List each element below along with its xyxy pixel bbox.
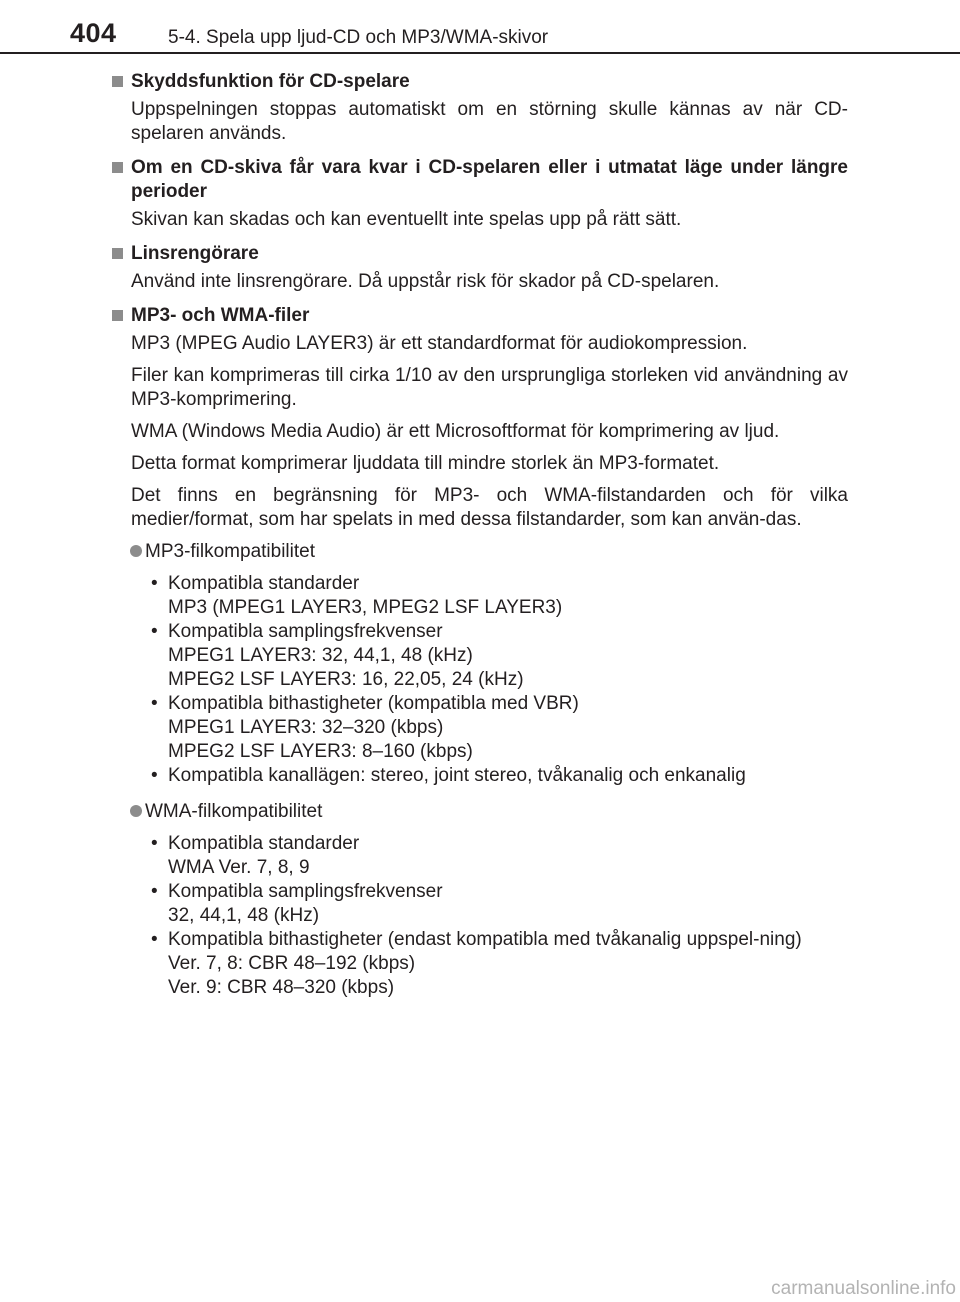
list-item-line: MPEG2 LSF LAYER3: 16, 22,05, 24 (kHz): [168, 669, 524, 690]
paragraph: Det finns en begränsning för MP3- och WMA-filstandarden och för vilka medier/format, som har spelats in med dessa filstandarder, som kan använ-das.: [131, 485, 848, 530]
square-bullet-icon: [112, 76, 123, 87]
list-item-line: • Kompatibla standarder: [168, 573, 360, 594]
list-item-line: Ver. 9: CBR 48–320 (kbps): [168, 977, 395, 998]
subsection-title: [111, 540, 848, 564]
watermark: carmanualsonline.info: [771, 1278, 956, 1299]
list-item: [167, 880, 848, 928]
list-item-line: MPEG2 LSF LAYER3: 8–160 (kbps): [168, 741, 473, 762]
circle-bullet-icon: [130, 805, 142, 817]
paragraph: MP3 (MPEG Audio LAYER3) är ett standardformat för audiokompression.: [131, 333, 748, 354]
square-bullet-icon: [112, 248, 123, 259]
list-item-line: MPEG1 LAYER3: 32–320 (kbps): [168, 717, 444, 738]
section-title: [111, 242, 848, 266]
list-item: [167, 764, 848, 788]
list-item-line: MPEG1 LAYER3: 32, 44,1, 48 (kHz): [168, 645, 473, 666]
list-item: [167, 692, 848, 764]
section-title: [111, 70, 848, 94]
section-title-text: Skyddsfunktion för CD-spelare: [131, 71, 410, 92]
square-bullet-icon: [112, 162, 123, 173]
list-item-line: WMA Ver. 7, 8, 9: [168, 857, 310, 878]
section-cd-protection: [111, 70, 848, 146]
paragraph: Detta format komprimerar ljuddata till mindre storlek än MP3-formatet.: [131, 453, 720, 474]
section-lens-cleaner: [111, 242, 848, 294]
list-item-line: 32, 44,1, 48 (kHz): [168, 905, 320, 926]
chapter-title: 5-4. Spela upp ljud-CD och MP3/WMA-skivor: [168, 27, 549, 48]
page-header: [0, 0, 960, 52]
square-bullet-icon: [112, 310, 123, 321]
list-item: [167, 620, 848, 692]
list-item: [167, 832, 848, 880]
section-disc-left-in-player: [111, 156, 848, 232]
paragraph: Uppspelningen stoppas automatiskt om en störning skulle kännas av när CD-spelaren används.: [131, 99, 848, 144]
page-content: [111, 70, 848, 1012]
section-title-text: Om en CD-skiva får vara kvar i CD-spelaren eller i utmatat läge under längre perioder: [131, 157, 848, 202]
wma-compatibility: [111, 800, 848, 1000]
list-item: [167, 928, 848, 1000]
mp3-spec-list: [111, 572, 848, 788]
list-item-line: • Kompatibla bithastigheter (kompatibla med VBR): [168, 693, 579, 714]
section-title: [111, 156, 848, 204]
circle-bullet-icon: [130, 545, 142, 557]
section-title: [111, 304, 848, 328]
list-item-line: Ver. 7, 8: CBR 48–192 (kbps): [168, 953, 416, 974]
list-item: [167, 572, 848, 620]
list-item-line: MP3 (MPEG1 LAYER3, MPEG2 LSF LAYER3): [168, 597, 563, 618]
list-item-line: • Kompatibla standarder: [168, 833, 360, 854]
paragraph: WMA (Windows Media Audio) är ett Microsoftformat för komprimering av ljud.: [131, 421, 780, 442]
page-number: 404: [70, 18, 117, 48]
list-item-line: • Kompatibla bithastigheter (endast kompatibla med tvåkanalig uppspel-ning): [168, 929, 802, 950]
subsection-title-text: WMA-filkompatibilitet: [145, 801, 323, 822]
subsection-title-text: MP3-filkompatibilitet: [145, 541, 315, 562]
header-rule: [0, 52, 960, 54]
list-item-line: • Kompatibla samplingsfrekvenser: [168, 881, 443, 902]
paragraph: Skivan kan skadas och kan eventuellt inte spelas upp på rätt sätt.: [131, 209, 682, 230]
list-item-line: • Kompatibla samplingsfrekvenser: [168, 621, 443, 642]
section-mp3-wma-files: [111, 304, 848, 1000]
section-title-text: MP3- och WMA-filer: [131, 305, 310, 326]
subsection-title: [111, 800, 848, 824]
paragraph: Använd inte linsrengörare. Då uppstår risk för skador på CD-spelaren.: [131, 271, 720, 292]
mp3-compatibility: [111, 540, 848, 788]
section-title-text: Linsrengörare: [131, 243, 259, 264]
paragraph: Filer kan komprimeras till cirka 1/10 av den ursprungliga storleken vid användning av MP3-komprimering.: [131, 365, 848, 410]
wma-spec-list: [111, 832, 848, 1000]
list-item-line: • Kompatibla kanallägen: stereo, joint stereo, tvåkanalig och enkanalig: [168, 765, 746, 786]
